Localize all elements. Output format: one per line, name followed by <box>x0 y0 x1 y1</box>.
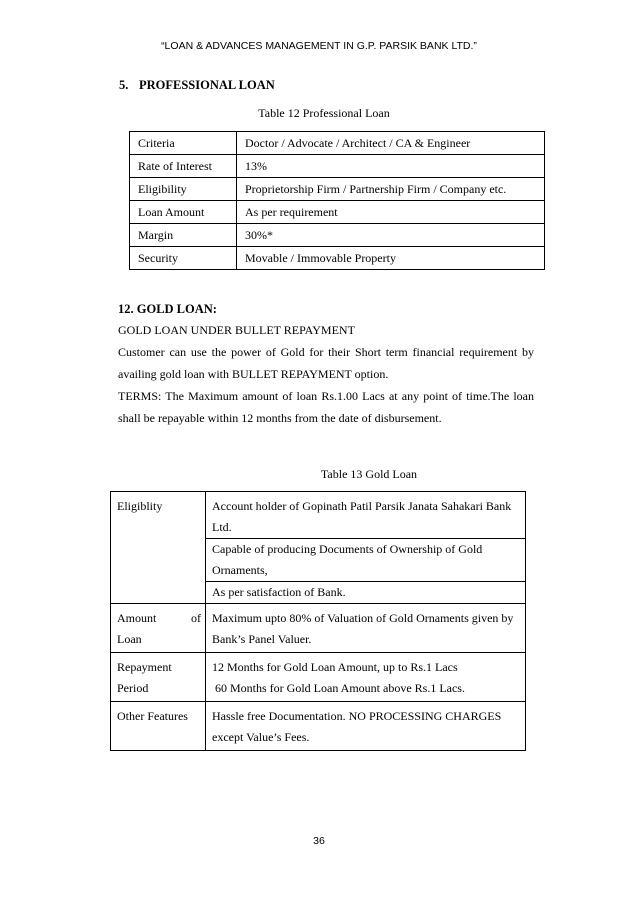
criteria-value: Doctor / Advocate / Architect / CA & Engineer <box>237 132 545 155</box>
table-row <box>130 224 545 247</box>
gold-loan-paragraph-2: TERMS: The Maximum amount of loan Rs.1.00 Lacs at any point of time.The loan shall be repayable within 12 months from the date of disbursement. <box>118 389 534 425</box>
amount-label-cell <box>111 604 206 653</box>
loan-amount-value: As per requirement <box>237 201 545 224</box>
other-features-label: Other Features <box>111 702 206 751</box>
table-row <box>111 492 526 604</box>
margin-value: 30%* <box>237 224 545 247</box>
amount-label-loan: Loan <box>117 632 142 646</box>
gold-loan-subheading: GOLD LOAN UNDER BULLET REPAYMENT <box>118 323 355 337</box>
table-row <box>111 653 526 702</box>
table-12-caption <box>0 106 638 121</box>
table-12-caption-text: Table 12 Professional Loan <box>258 106 390 120</box>
table-13-caption-text: Table 13 Gold Loan <box>320 467 418 481</box>
professional-loan-table <box>129 131 545 270</box>
security-value: Movable / Immovable Property <box>237 247 545 270</box>
section-number: 5. <box>119 78 129 92</box>
rate-label: Rate of Interest <box>130 155 237 178</box>
amount-label-of: of <box>191 611 201 625</box>
rate-value: 13% <box>237 155 545 178</box>
table-row <box>130 178 545 201</box>
section-title: PROFESSIONAL LOAN <box>139 78 275 92</box>
table-row <box>111 604 526 653</box>
page-number: 36 <box>313 835 325 847</box>
repayment-line-1: 12 Months for Gold Loan Amount, up to Rs.1 Lacs <box>212 660 458 674</box>
repayment-label-cell <box>111 653 206 702</box>
table-row <box>130 247 545 270</box>
repayment-label-2: Period <box>117 681 149 695</box>
gold-loan-table <box>110 491 526 751</box>
amount-value: Maximum upto 80% of Valuation of Gold Ornaments given by Bank’s Panel Valuer. <box>206 604 526 653</box>
repayment-label-1: Repayment <box>117 660 172 674</box>
repayment-value-cell <box>206 653 526 702</box>
gold-loan-paragraph-1: Customer can use the power of Gold for their Short term financial requirement by availing gold loan with BULLET REPAYMENT option. <box>118 345 534 381</box>
table-row <box>130 201 545 224</box>
loan-amount-label: Loan Amount <box>130 201 237 224</box>
security-label: Security <box>130 247 237 270</box>
running-header: “LOAN & ADVANCES MANAGEMENT IN G.P. PARSIK BANK LTD.” <box>161 40 477 52</box>
eligibility-cell <box>206 492 526 604</box>
eligibility-item: As per satisfaction of Bank. <box>206 581 525 603</box>
table-13-caption <box>0 467 638 482</box>
eligibility-value: Proprietorship Firm / Partnership Firm / Company etc. <box>237 178 545 201</box>
repayment-line-2: 60 Months for Gold Loan Amount above Rs.1 Lacs. <box>215 681 465 695</box>
table-row <box>111 702 526 751</box>
eligibility-item: Account holder of Gopinath Patil Parsik Janata Sahakari Bank Ltd. <box>212 499 512 534</box>
margin-label: Margin <box>130 224 237 247</box>
amount-label-word: Amount <box>117 611 157 625</box>
other-features-value: Hassle free Documentation. NO PROCESSING CHARGES except Value’s Fees. <box>206 702 526 751</box>
criteria-label: Criteria <box>130 132 237 155</box>
section-heading-professional-loan <box>119 78 275 93</box>
eligibility-label: Eligibility <box>130 178 237 201</box>
table-row <box>130 155 545 178</box>
eligibility-label: Eligiblity <box>111 492 206 604</box>
table-row <box>130 132 545 155</box>
eligibility-item: Capable of producing Documents of Ownership of Gold Ornaments, <box>206 538 525 581</box>
section-heading-gold-loan: 12. GOLD LOAN: <box>118 302 217 316</box>
